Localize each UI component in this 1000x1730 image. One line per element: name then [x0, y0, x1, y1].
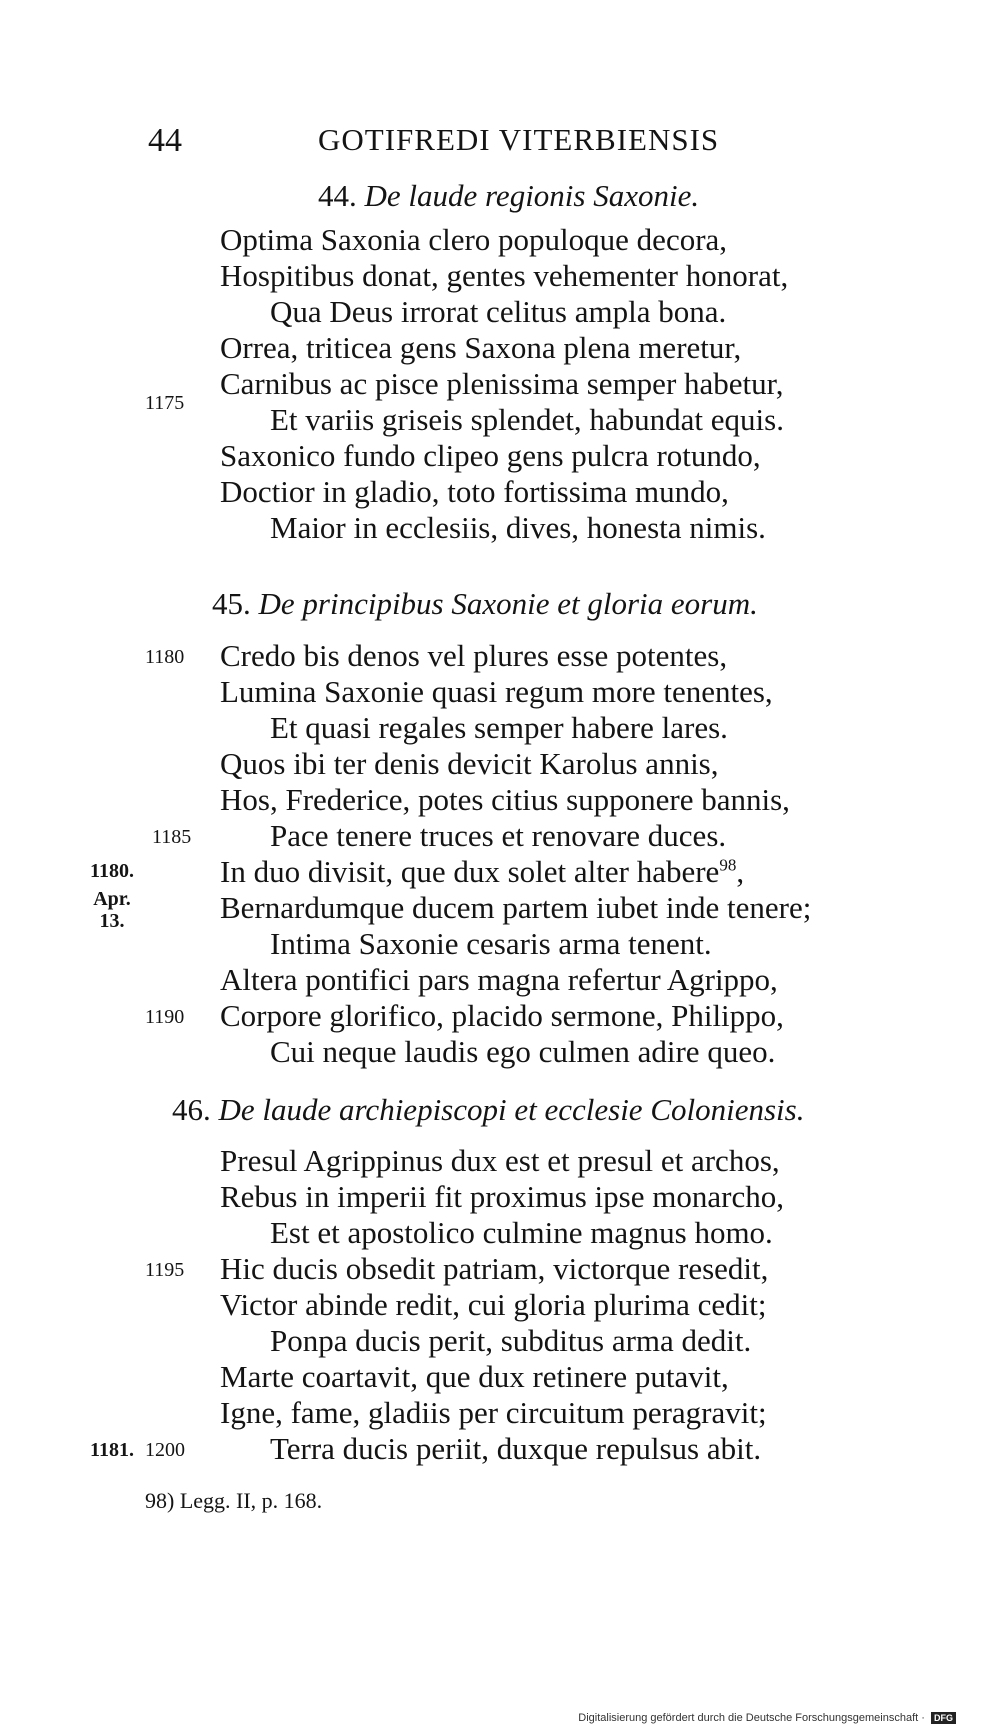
verse-line: Orrea, triticea gens Saxona plena meretur,: [220, 330, 742, 365]
margin-date-year: 1181.: [90, 1439, 134, 1461]
section-title: De principibus Saxonie et gloria eorum.: [258, 586, 758, 621]
running-title: GOTIFREDI VITERBIENSIS: [318, 122, 720, 157]
verse-line: Cui neque laudis ego culmen adire queo.: [270, 1034, 776, 1069]
verse-line: Maior in ecclesiis, dives, honesta nimis.: [270, 510, 766, 545]
verse-line: Ponpa ducis perit, subditus arma dedit.: [270, 1323, 752, 1358]
verse-line: Et quasi regales semper habere lares.: [270, 710, 728, 745]
verse-line: Terra ducis periit, duxque repulsus abit.: [270, 1431, 762, 1466]
credit-text: Digitalisierung gefördert durch die Deutsche Forschungsgemeinschaft ·: [578, 1712, 925, 1724]
verse-line: Rebus in imperii fit proximus ipse monarcho,: [220, 1179, 784, 1214]
section-heading: [318, 178, 699, 214]
line-number: 1180: [145, 646, 185, 668]
section-heading: [212, 586, 758, 622]
verse-line: Presul Agrippinus dux est et presul et archos,: [220, 1143, 780, 1178]
verse-line: Hos, Frederice, potes citius supponere bannis,: [220, 782, 790, 817]
dfg-logo: DFG: [931, 1712, 956, 1724]
verse-line: Credo bis denos vel plures esse potentes,: [220, 638, 728, 673]
section-number: 45.: [212, 586, 251, 621]
margin-date-month: Apr.: [93, 888, 131, 910]
verse-line: Hic ducis obsedit patriam, victorque resedit,: [220, 1251, 769, 1286]
verse-line: Qua Deus irrorat celitus ampla bona.: [270, 294, 727, 329]
verse-line: Et variis griseis splendet, habundat equis.: [270, 402, 784, 437]
section-title: De laude archiepiscopi et ecclesie Coloniensis.: [218, 1092, 805, 1127]
verse-line: In duo divisit, que dux solet alter habere$^{98}$,: [220, 854, 745, 889]
verse-line: Corpore glorifico, placido sermone, Philippo,: [220, 998, 784, 1033]
verse-line: Bernardumque ducem partem iubet inde tenere;: [220, 890, 812, 925]
section-number: 46.: [172, 1092, 211, 1127]
line-number: 1175: [145, 392, 185, 414]
verse-line: Lumina Saxonie quasi regum more tenentes,: [220, 674, 773, 709]
section-heading: [172, 1092, 804, 1128]
verse-line: Est et apostolico culmine magnus homo.: [270, 1215, 773, 1250]
verse-text: In duo divisit, que dux solet alter habere: [220, 854, 720, 889]
verse-line: Doctior in gladio, toto fortissima mundo,: [220, 474, 729, 509]
verse-line: Altera pontifici pars magna refertur Agrippo,: [220, 962, 778, 997]
margin-date-year: 1180.: [90, 860, 134, 882]
section-number: 44.: [318, 178, 357, 213]
verse-line: Carnibus ac pisce plenissima semper habetur,: [220, 366, 784, 401]
verse-line: Hospitibus donat, gentes vehementer honorat,: [220, 258, 789, 293]
margin-date-day: 13.: [99, 910, 125, 932]
verse-line: Quos ibi ter denis devicit Karolus annis,: [220, 746, 719, 781]
section-title: De laude regionis Saxonie.: [364, 178, 700, 213]
line-number: 1185: [152, 826, 192, 848]
verse-line: Marte coartavit, que dux retinere putavit,: [220, 1359, 729, 1394]
footnote-reference: 98: [719, 855, 737, 875]
footnote: 98) Legg. II, p. 168.: [145, 1488, 323, 1513]
line-number: 1190: [145, 1006, 185, 1028]
verse-line: Victor abinde redit, cui gloria plurima cedit;: [220, 1287, 767, 1322]
verse-line: Igne, fame, gladiis per circuitum peragravit;: [220, 1395, 767, 1430]
verse-line: Saxonico fundo clipeo gens pulcra rotundo,: [220, 438, 761, 473]
verse-line: Pace tenere truces et renovare duces.: [270, 818, 727, 853]
verse-line: Optima Saxonia clero populoque decora,: [220, 222, 728, 257]
digitization-credit: [578, 1712, 956, 1724]
line-number: 1195: [145, 1259, 185, 1281]
verse-line: Intima Saxonie cesaris arma tenent.: [270, 926, 712, 961]
line-number: 1200: [145, 1439, 185, 1461]
page-number: 44: [148, 122, 182, 159]
